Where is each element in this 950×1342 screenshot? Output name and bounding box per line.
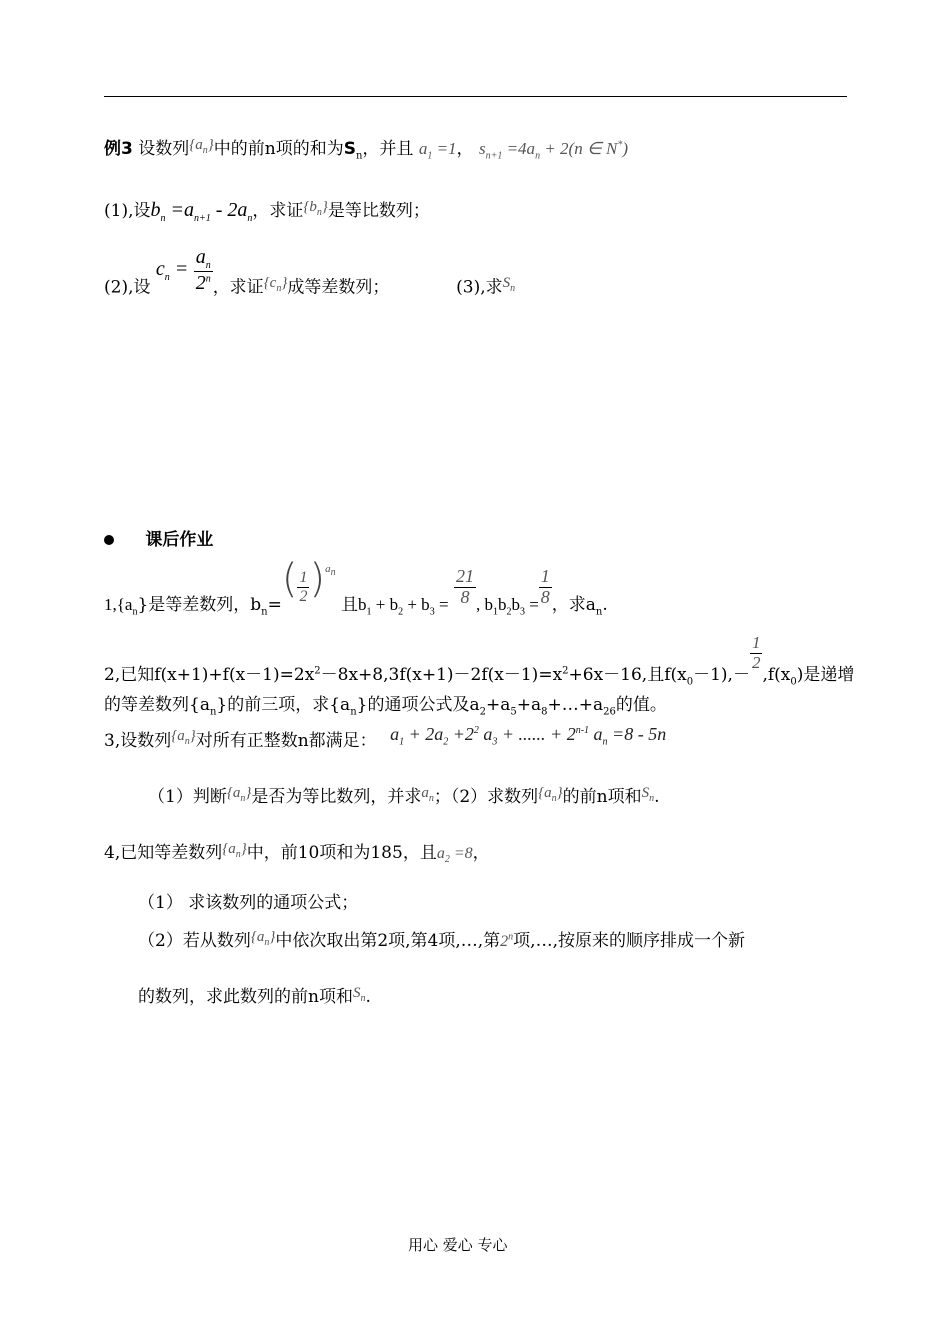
- bullet-icon: [104, 535, 114, 545]
- question-2-line-2: 的等差数列$\{a_n\}$的前三项，求$\{a_n\}$的通项公式及$a_2+a_5+a_8+\dots+a_{26}$的值。: [104, 695, 667, 718]
- question-4-sub-1: （1） 求该数列的通项公式；: [138, 893, 359, 913]
- example-label: 例3: [104, 139, 133, 159]
- question-3: 3,设数列$\{a_n\}$对所有正整数n都满足： $a_1 + 2a_2 +2^2$ $a_3$ + ...... + $2^{n-1}$ $a_n =8 - 5n$: [104, 724, 667, 751]
- header-rule: [104, 96, 847, 97]
- part-2-line: (2),设 $c_n$ = $\frac{a_n}{2^n}$ ，求证$\{c_n\}$成等差数列； (3),求$S_n$: [104, 246, 516, 298]
- question-4-sub-2: （2）若从数列$\{a_n\}$中依次取出第2项,第4项,…,第2$^n$项,…,按原来的顺序排成一个新: [138, 929, 745, 951]
- sum-formula: $a_1 + 2a_2 +2^2$ $a_3$ + ...... + $2^{n-1}$ $a_n =8 - 5n$: [390, 724, 667, 748]
- question-4-sub-2-cont: 的数列，求此数列的前n项和$S_n$.: [138, 985, 371, 1007]
- question-4: 4,已知等差数列$\{a_n\}$中，前10项和为185，且$a_2 =8$，: [104, 841, 490, 866]
- fraction-an-over-2n: $\frac{a_n}{2^n}$: [195, 246, 211, 294]
- homework-heading: [104, 525, 213, 550]
- example-3-line: 例3 设数列$\{a_n\}$中的前n项的和为$S_n$，并且 $a_1 =1$， $s_{n+1} =4a_n + 2(n$ ∈ N*): [104, 137, 629, 162]
- question-1: $1,\{a_n\}$是等差数列，$b_n=$( $\frac{1}{2}$ )$^{a_n}$ 且$b_1 + b_2 + b_3$ = $\frac{21}{8}$ , $b_1b_2b_3$ = $\frac{1}{8}$ ，求$a_n$.: [104, 556, 608, 618]
- recurrence-formula: $s_{n+1} =4a_n + 2(n$ ∈ N*): [478, 139, 629, 162]
- part-1-line: (1),设$b_n =a_{n+1} - 2a_n$，求证$\{b_n\}$是等比数列；: [104, 199, 430, 224]
- question-3-subparts: （1）判断$\{a_n\}$是否为等比数列，并求$a_n$；（2）求数列$\{a_n\}$的前n项和$S_n$.: [148, 785, 660, 807]
- homework-title: 课后作业: [145, 530, 214, 550]
- question-2-line-1: 2,已知$f(x+1)+f(x-1)=2x^2-8x+8,3f(x+1)-2f(x-1)=x^2+6x-16$,且$f(x_0-1),-$ $\frac{1}{2}$ $,f(x_0)$是递增: [104, 633, 855, 688]
- page-footer: 用心 爱心 专心: [408, 1236, 508, 1254]
